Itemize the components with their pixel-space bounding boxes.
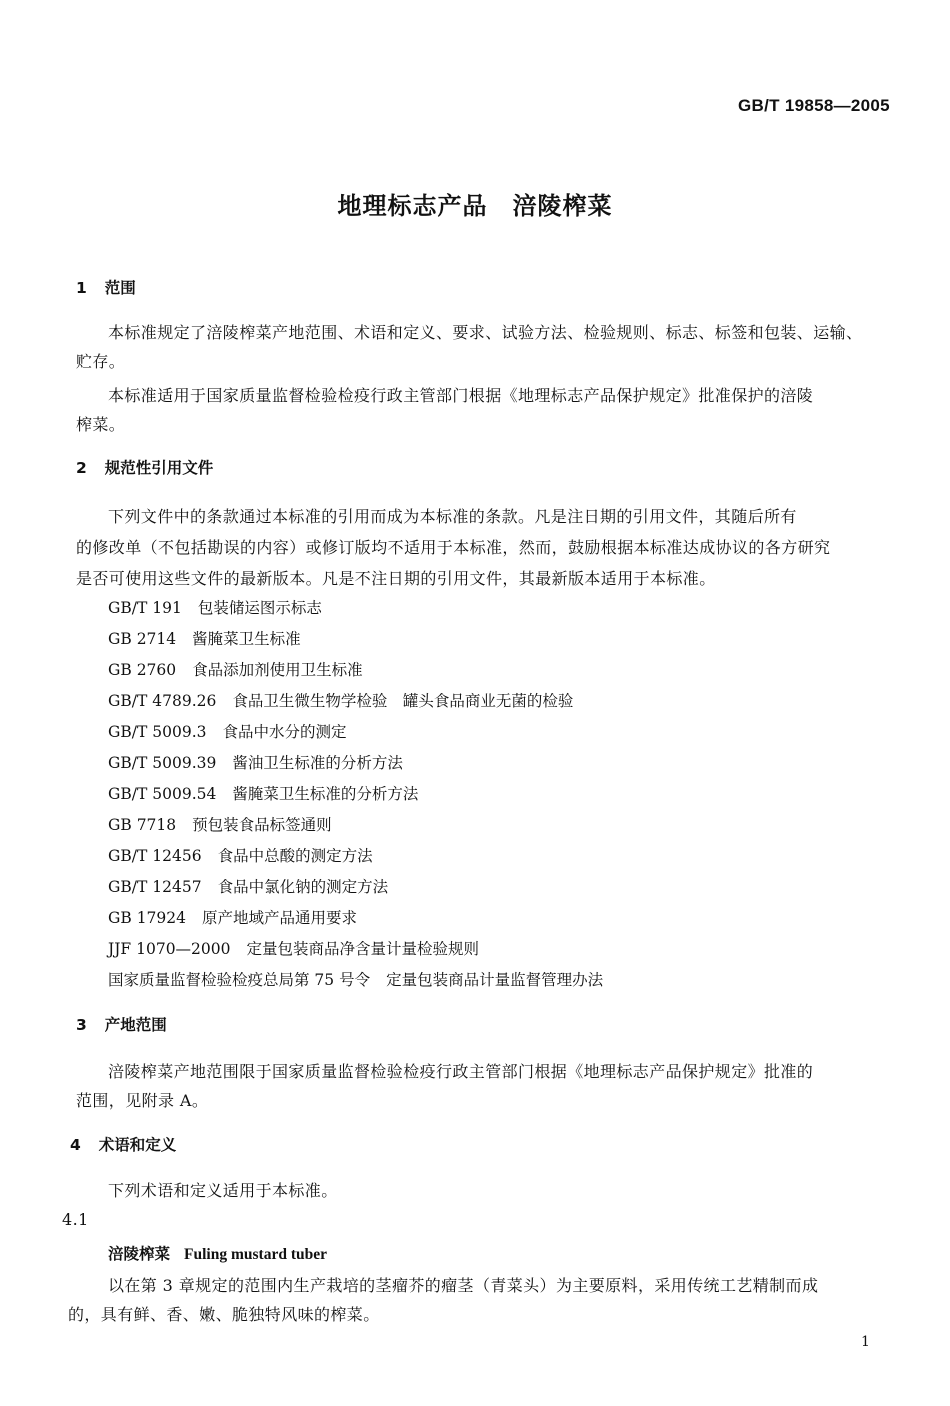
reference-item — [108, 968, 603, 990]
reference-title: 酱腌菜卫生标准 — [192, 630, 301, 648]
reference-item — [108, 937, 479, 959]
reference-title: 酱腌菜卫生标准的分析方法 — [232, 785, 419, 803]
reference-title: 食品中总酸的测定方法 — [217, 847, 373, 865]
term-definition-line1: 以在第 3 章规定的范围内生产栽培的茎瘤芥的瘤茎（青菜头）为主要原料，采用传统工艺精制而成 — [108, 1276, 819, 1295]
s1-para2-line2: 榨菜。 — [76, 415, 126, 434]
subsection-number: 4.1 — [62, 1210, 89, 1229]
reference-item — [108, 782, 418, 804]
section-number: 3 — [76, 1016, 87, 1034]
s3-para1-line2: 范围，见附录 A。 — [76, 1091, 209, 1110]
section-number: 4 — [70, 1136, 81, 1154]
section-2-heading — [76, 456, 213, 478]
term-definition-line2: 的，具有鲜、香、嫩、脆独特风味的榨菜。 — [68, 1305, 380, 1324]
section-title: 范围 — [104, 279, 136, 297]
reference-code: GB/T 4789.26 — [108, 692, 217, 710]
reference-item — [108, 627, 301, 649]
document-title: 地理标志产品 涪陵榨菜 — [337, 192, 613, 220]
reference-code: GB/T 5009.39 — [108, 754, 217, 772]
term-chinese: 涪陵榨菜 — [108, 1245, 171, 1263]
reference-item — [108, 720, 347, 742]
reference-code: GB/T 12456 — [108, 847, 202, 865]
reference-title: 食品添加剂使用卫生标准 — [192, 661, 363, 679]
reference-code: GB/T 5009.54 — [108, 785, 217, 803]
section-title: 术语和定义 — [98, 1136, 177, 1154]
s2-para1-line3: 是否可使用这些文件的最新版本。凡是不注日期的引用文件，其最新版本适用于本标准。 — [76, 569, 716, 588]
reference-title: 酱油卫生标准的分析方法 — [232, 754, 403, 772]
section-title: 产地范围 — [104, 1016, 167, 1034]
s1-para1-line2: 贮存。 — [76, 352, 126, 371]
reference-code: GB/T 12457 — [108, 878, 202, 896]
reference-code: GB 2714 — [108, 630, 177, 648]
page-number: 1 — [861, 1334, 870, 1350]
term-entry — [108, 1242, 327, 1264]
s4-para1: 下列术语和定义适用于本标准。 — [108, 1181, 338, 1200]
reference-code: 国家质量监督检验检疫总局第 75 号令 — [108, 971, 371, 989]
reference-item — [108, 906, 357, 928]
section-3-heading — [76, 1013, 167, 1035]
reference-title: 食品中水分的测定 — [222, 723, 347, 741]
section-number: 2 — [76, 459, 87, 477]
reference-code: GB 7718 — [108, 816, 177, 834]
reference-item — [108, 751, 403, 773]
term-english: Fuling mustard tuber — [184, 1246, 327, 1263]
section-4-heading — [70, 1133, 176, 1155]
reference-title: 定量包装商品净含量计量检验规则 — [246, 940, 480, 958]
reference-title: 食品中氯化钠的测定方法 — [217, 878, 389, 896]
reference-code: GB 2760 — [108, 661, 177, 679]
section-number: 1 — [76, 279, 87, 297]
reference-code: GB 17924 — [108, 909, 187, 927]
s1-para2-line1: 本标准适用于国家质量监督检验检疫行政主管部门根据《地理标志产品保护规定》批准保护的涪陵 — [108, 386, 814, 405]
reference-item — [108, 689, 573, 711]
reference-title: 预包装食品标签通则 — [192, 816, 332, 834]
reference-item — [108, 844, 373, 866]
reference-title: 食品卫生微生物学检验 罐头食品商业无菌的检验 — [232, 692, 574, 710]
reference-item — [108, 875, 388, 897]
standard-number: GB/T 19858—2005 — [738, 96, 890, 115]
section-1-heading — [76, 276, 136, 298]
reference-code: GB/T 191 — [108, 599, 182, 617]
reference-item — [108, 658, 363, 680]
reference-title: 原产地域产品通用要求 — [202, 909, 358, 927]
reference-title: 定量包装商品计量监督管理办法 — [386, 971, 604, 989]
reference-title: 包装储运图示标志 — [197, 599, 322, 617]
s1-para1-line1: 本标准规定了涪陵榨菜产地范围、术语和定义、要求、试验方法、检验规则、标志、标签和包装、运输、 — [108, 323, 863, 342]
section-title: 规范性引用文件 — [104, 459, 214, 477]
reference-item — [108, 813, 332, 835]
reference-code: JJF 1070—2000 — [108, 940, 231, 958]
reference-code: GB/T 5009.3 — [108, 723, 207, 741]
reference-item — [108, 596, 322, 618]
s2-para1-line1: 下列文件中的条款通过本标准的引用而成为本标准的条款。凡是注日期的引用文件，其随后所有 — [108, 507, 797, 526]
s2-para1-line2: 的修改单（不包括勘误的内容）或修订版均不适用于本标准，然而，鼓励根据本标准达成协议的各方研究 — [76, 538, 831, 557]
s3-para1-line1: 涪陵榨菜产地范围限于国家质量监督检验检疫行政主管部门根据《地理标志产品保护规定》批准的 — [108, 1062, 814, 1081]
